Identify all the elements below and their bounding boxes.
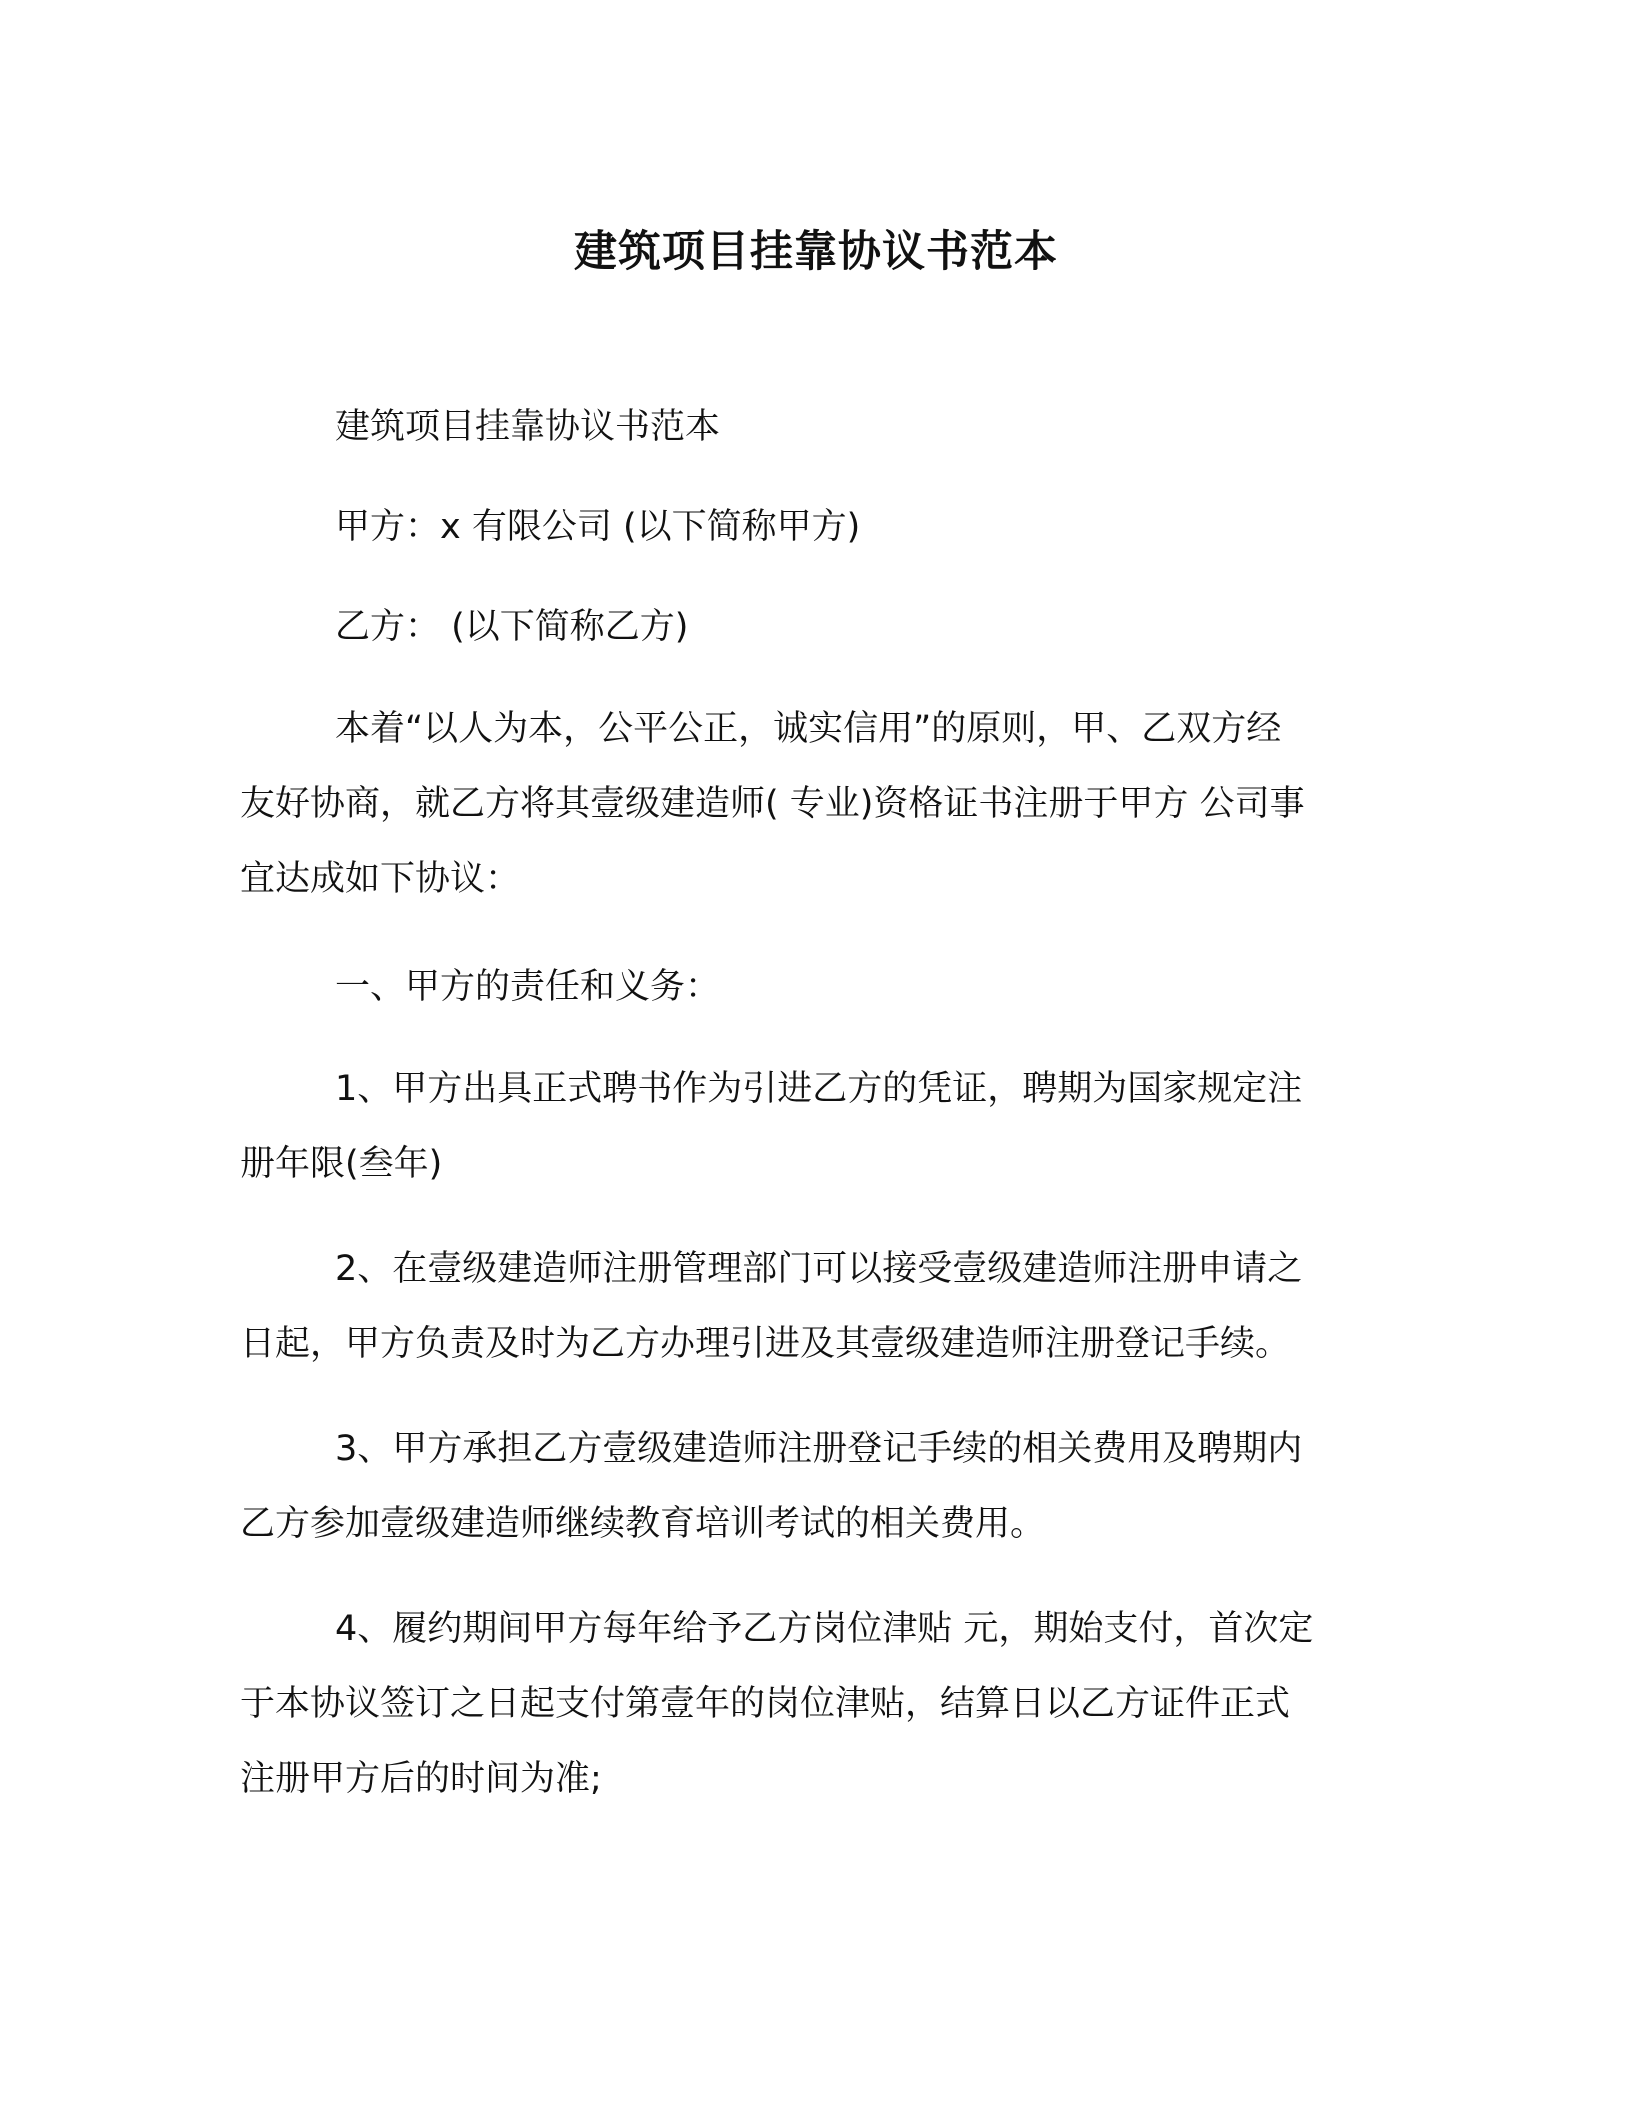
paragraph-line: 友好协商，就乙方将其壹级建造师( 专业)资格证书注册于甲方 公司事: [240, 784, 1305, 824]
paragraph-party-b: [240, 590, 1380, 665]
paragraph-clause-2: [240, 1232, 1380, 1382]
paragraph-line: 注册甲方后的时间为准;: [240, 1759, 602, 1799]
paragraph-line: 宜达成如下协议：: [240, 859, 521, 899]
paragraph-line: 于本协议签订之日起支付第壹年的岗位津贴，结算日以乙方证件正式: [240, 1684, 1291, 1724]
paragraph-line: 本着“以人为本，公平公正，诚实信用”的原则，甲、乙双方经: [335, 709, 1282, 749]
paragraph-line: 日起，甲方负责及时为乙方办理引进及其壹级建造师注册登记手续。: [240, 1324, 1291, 1364]
paragraph-line: 册年限(叁年): [240, 1144, 443, 1184]
paragraph-party-a: [240, 490, 1380, 565]
paragraph-line: 一、甲方的责任和义务：: [335, 967, 721, 1007]
paragraph-subtitle: [240, 390, 1380, 465]
section-heading: [240, 950, 1380, 1025]
paragraph-line: 乙方参加壹级建造师继续教育培训考试的相关费用。: [240, 1504, 1046, 1544]
paragraph-line: 乙方： (以下简称乙方): [335, 607, 689, 647]
paragraph-line: 甲方：x 有限公司 (以下简称甲方): [335, 507, 861, 547]
paragraph-line: 3、甲方承担乙方壹级建造师注册登记手续的相关费用及聘期内: [335, 1429, 1303, 1469]
paragraph-preamble: [240, 692, 1380, 917]
paragraph-clause-1: [240, 1052, 1380, 1202]
paragraph-line: 4、履约期间甲方每年给予乙方岗位津贴 元，期始支付，首次定: [335, 1609, 1314, 1649]
paragraph-line: 1、甲方出具正式聘书作为引进乙方的凭证，聘期为国家规定注: [335, 1069, 1303, 1109]
document-title: 建筑项目挂靠协议书范本: [574, 227, 1058, 277]
paragraph-clause-4: [240, 1592, 1380, 1817]
paragraph-line: 建筑项目挂靠协议书范本: [335, 407, 721, 447]
paragraph-clause-3: [240, 1412, 1380, 1562]
paragraph-line: 2、在壹级建造师注册管理部门可以接受壹级建造师注册申请之: [335, 1249, 1303, 1289]
